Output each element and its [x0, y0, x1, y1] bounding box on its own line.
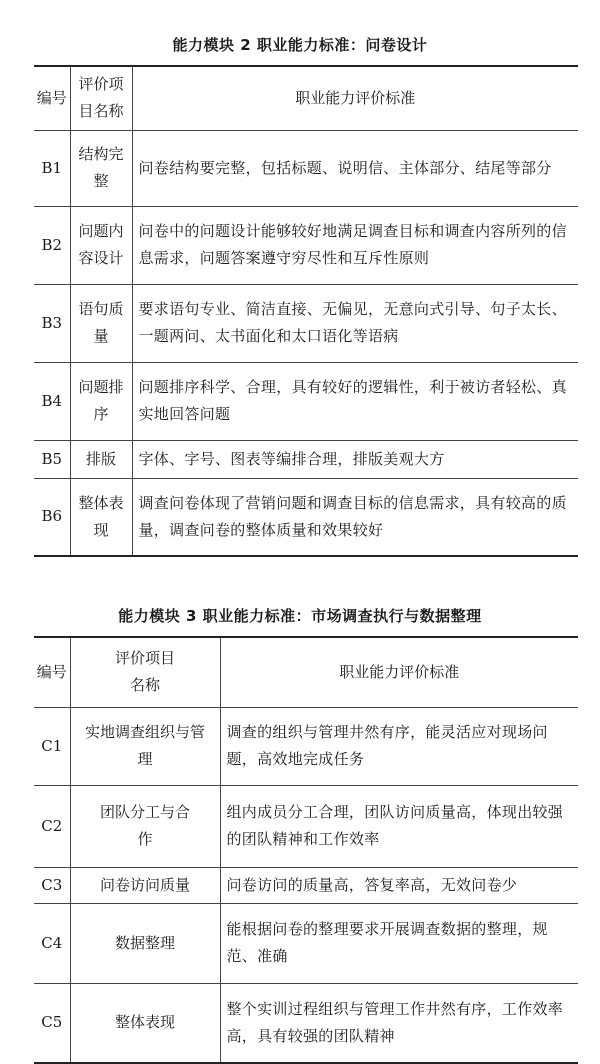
row-standard: 字体、字号、图表等编排合理，排版美观大方 [132, 440, 578, 478]
row-name: 问题排序 [70, 362, 132, 440]
header-standard: 职业能力评价标准 [132, 66, 578, 130]
table-row [34, 478, 578, 556]
row-id: C5 [34, 983, 70, 1063]
table2-caption: 能力模块 3 职业能力标准：市场调查执行与数据整理 [118, 607, 482, 625]
table2-header-row [34, 637, 578, 707]
row-standard: 问题排序科学、合理，具有较好的逻辑性，利于被访者轻松、真实地回答问题 [132, 362, 578, 440]
row-name: 排版 [70, 440, 132, 478]
table2 [34, 636, 578, 1064]
row-name: 语句质量 [70, 284, 132, 362]
header-name: 评价项目名称 [70, 66, 132, 130]
row-name: 团队分工与合作 [70, 785, 220, 867]
row-standard: 问卷中的问题设计能够较好地满足调查目标和调查内容所列的信息需求，问题答案遵守穷尽性和互斥性原则 [132, 206, 578, 284]
row-name: 整体表现 [70, 478, 132, 556]
row-id: C3 [34, 867, 70, 903]
row-name: 问题内容设计 [70, 206, 132, 284]
row-standard: 能根据问卷的整理要求开展调查数据的整理，规范、准确 [220, 903, 578, 983]
row-standard: 组内成员分工合理，团队访问质量高，体现出较强的团队精神和工作效率 [220, 785, 578, 867]
row-id: B5 [34, 440, 70, 478]
header-name: 评价项目名称 [70, 637, 220, 707]
header-standard: 职业能力评价标准 [220, 637, 578, 707]
header-id: 编号 [34, 637, 70, 707]
row-name: 整体表现 [70, 983, 220, 1063]
row-id: B2 [34, 206, 70, 284]
row-standard: 问卷结构要完整，包括标题、说明信、主体部分、结尾等部分 [132, 130, 578, 206]
row-id: B6 [34, 478, 70, 556]
header-id: 编号 [34, 66, 70, 130]
table-row [34, 130, 578, 206]
table-row [34, 707, 578, 785]
row-standard: 要求语句专业、简洁直接、无偏见，无意向式引导、句子太长、一题两问、太书面化和太口语化等语病 [132, 284, 578, 362]
row-id: C4 [34, 903, 70, 983]
row-id: C1 [34, 707, 70, 785]
row-id: B3 [34, 284, 70, 362]
row-id: B1 [34, 130, 70, 206]
table-row [34, 903, 578, 983]
table-row [34, 867, 578, 903]
row-name: 问卷访问质量 [70, 867, 220, 903]
row-standard: 问卷访问的质量高，答复率高，无效问卷少 [220, 867, 578, 903]
table-row [34, 362, 578, 440]
table-row [34, 440, 578, 478]
table-row [34, 206, 578, 284]
table1-header-row [34, 66, 578, 130]
table1-caption: 能力模块 2 职业能力标准：问卷设计 [172, 36, 428, 54]
table-row [34, 785, 578, 867]
row-standard: 整个实训过程组织与管理工作井然有序，工作效率高，具有较强的团队精神 [220, 983, 578, 1063]
row-name: 结构完整 [70, 130, 132, 206]
row-standard: 调查问卷体现了营销问题和调查目标的信息需求，具有较高的质量，调查问卷的整体质量和效果较好 [132, 478, 578, 556]
row-name: 数据整理 [70, 903, 220, 983]
table1 [34, 65, 578, 557]
row-id: B4 [34, 362, 70, 440]
table-row [34, 284, 578, 362]
row-name: 实地调查组织与管理 [70, 707, 220, 785]
row-id: C2 [34, 785, 70, 867]
table-row [34, 983, 578, 1063]
row-standard: 调查的组织与管理井然有序，能灵活应对现场问题，高效地完成任务 [220, 707, 578, 785]
